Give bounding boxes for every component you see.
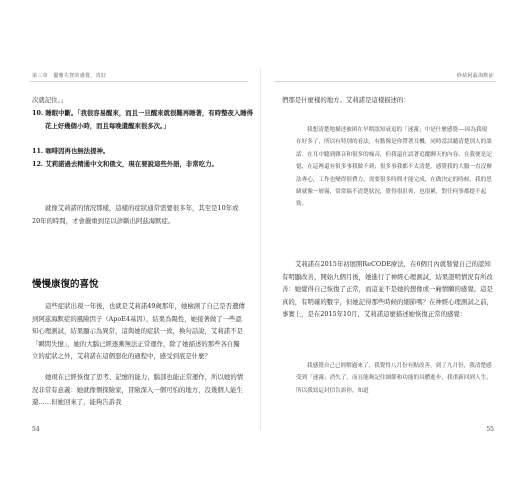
story-paragraph: 就像艾莉諾的情況那樣，這樣的症狀通常需要很多年，其至是10年或20年的時間，才會嚴重到足以診斷出阿茲海默症。	[32, 204, 239, 225]
symptom-item-12: 12. 艾莉諾過去精通中文和俄文，現在要說這些外語，非常吃力。	[32, 160, 218, 168]
right-header-rule	[274, 81, 496, 82]
recode-paragraph: 艾莉諾在2015年初展開ReCODE療法，在6個月內就發覺自己的認知有明顯改善，開始九個月後，她進行了神經心理測試，結果證明情況有所改善：她覺得自己恢復了正常，而這並不是她的想像或一廂情願的感覺。這是真的，有明確的數字，但她記得那些時候的細節嗎？在神經心理測試之前，事實上，是在2015年10月，艾莉諾這麼描述她恢復正常的感覺：	[282, 260, 493, 318]
right-running-head: 終結阿茲海默症	[456, 73, 494, 79]
right-page	[268, 60, 504, 440]
quote-block-1: 我想清楚地描述被困在早期認知衰退的「迷霧」中是什麼感覺——因為我現在好多了，所以有特別的看法，有點像是你帶著耳機，同時當試聽清楚別人的談話：在耳中聽到雜音和很多的噪音，但我還在試著追蹤聊天的內容。在我便是記憶，在這裡還有很多事我做不到；很多事我都不太清楚。感覺我的大腦一直沒辦法專心，工作也變得很費力，需要很多時間才能完成，在做決定的時候，我的思緒就像一層霧，常常搞不清楚狀況，覺得很沮喪，也很累，對任何事都提不起勁。	[296, 127, 492, 208]
continued-line: 次就記住。」	[32, 96, 68, 104]
left-header-rule	[30, 81, 248, 82]
right-page-number: 55	[486, 426, 494, 433]
section-title: 慢慢康復的喜悅	[32, 279, 99, 290]
symptom-item-11: 11. 咖啡因再也無法提神。	[32, 147, 110, 155]
book-spread	[16, 60, 504, 440]
recovery-paragraph-1: 這些症狀出現一年後，也就是艾莉諾49歲那年，她檢測了自己是否遺傳到阿茲海默症的風險因子（ApoE4基因），結果為陽性，她接著做了一些認知心理測試，結果顯示為異常，這與她的症狀一致，換句話說，艾莉諾不是「瞬間失憶」，她的大腦已經逐漸無法正常運作，除了她描述的那些各自獨立的症狀之外，艾莉諾在這個惡化的過程中，感受到底是什麼？	[32, 302, 245, 360]
book-gutter	[260, 68, 261, 430]
symptom-item-10: 10. 睡眠中斷。「我很容易醒來，而且一旦醒來就很難再睡著，有時整夜入睡得花上好幾個小時，而且每晚還醒來很多次。」	[32, 109, 254, 130]
quote-block-2: 我感覺自己已經解過來了，我覺得八月份有點改善，到了九月份，我清楚感受到「迷霧」消失了，而且能夠記住細節和功能的具體進步，我重新回到人生，所以我寫這封信告訴你，知道	[296, 363, 492, 394]
left-page	[16, 60, 252, 440]
intro-line: 們那是什麼樣的地方。艾莉諾是這樣描述的：	[282, 96, 410, 104]
recovery-paragraph-2: 她現在已經恢復了思考、記憶的能力，腦部也能正常運作，所以她的情況非常有意義：她就像個探險家，冒險深入一個可怕的地方，沒幾個人能生還……但她回來了，能夠告訴我	[32, 373, 244, 406]
left-running-head: 第三章 優雅失智的感覺，真好	[32, 73, 107, 79]
left-page-number: 54	[32, 426, 40, 433]
